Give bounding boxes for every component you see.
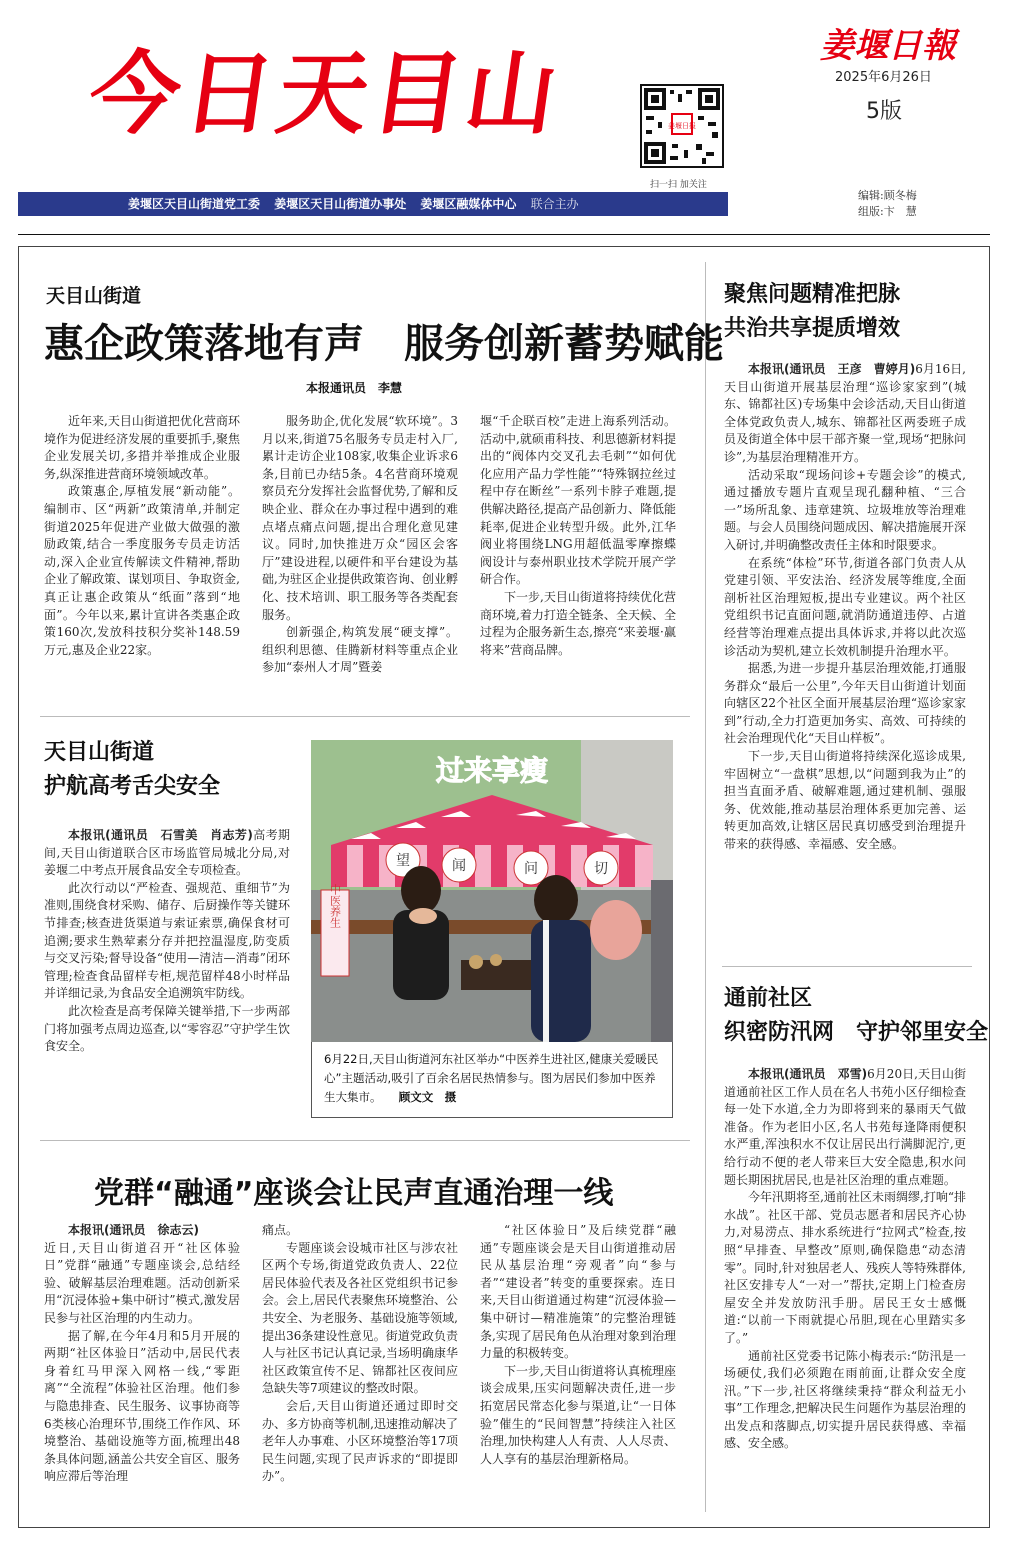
paragraph: 今年汛期将至,通前社区未雨绸缪,打响“排水战”。社区干部、党员志愿者和居民齐心协力,对易涝点、排水系统进行“拉网式”检查,按照“早排查、早整改”原则,确保隐患“动态清零”。同时,针对独居老人、残疾人等特殊群体,社区安排专人“一对一”帮扶,定期上门检查房屋安全并发放防汛手册。居民王女士感慨道:“以前一下雨就提心吊胆,现在心里踏实多了。” [724, 1190, 966, 1345]
paragraph: 会后,天目山街道还通过即时交办、多方协商等机制,迅速推动解决了老年人办事难、小区环境整治等17项民生问题,实现了民声诉求的“即提即办”。 [262, 1398, 458, 1484]
masthead-title: 今日天目山 [82, 42, 568, 147]
forum-col-3 [480, 1222, 676, 1468]
diagnosis-headline [724, 278, 900, 346]
sign-text: 中医养生 [328, 884, 342, 928]
paragraph: 在系统“体检”环节,街道各部门负责人从党建引领、平安法治、经济发展等维度,全面剖析社区治理短板,提出专业建议。两个社区党组织书记直面问题,就消防通道违停、占道经营等治理难点提出具体诉求,并将以此次巡诊活动为契机,建立长效机制提升治理水平。 [724, 555, 966, 658]
exam-headline-line1: 天目山街道 [44, 740, 155, 765]
paragraph: 近年来,天目山街道把优化营商环境作为促进经济发展的重要抓手,聚焦企业发展关切,多措并举推成企业服务,纵深推进营商环境领域改革。 [44, 414, 240, 481]
paragraph: 通前社区党委书记陈小梅表示:“防汛是一场硬仗,我们必须跑在雨前面,让群众安全度汛。”下一步,社区将继续秉持“群众利益无小事”工作理念,把解决民生问题作为基层治理的出发点和落脚点,切实提升居民获得感、幸福感、安全感。 [724, 1348, 966, 1451]
layout-editor-name: 组版:卞 慧 [858, 205, 917, 218]
circle-char: 望 [396, 853, 410, 869]
paragraph: 堰“千企联百校”走进上海系列活动。活动中,就硕甫科技、利思德新材料提出的“阀体内交叉孔去毛刺”“如何优化应用产品力学性能”“特殊钢拉丝过程中存在断丝”一系列卡脖子难题,提供解决路径,提高产品创新力、降低能耗率,促进企业转型升级。此外,江华阀业将围绕LNG用超低温零摩擦蝶阀设计与泰州职业技术学院开展产学研合作。 [480, 414, 676, 587]
paragraph: 活动采取“现场问诊+专题会诊”的模式,通过播放专题片直观呈现孔翻种植、“三合一”场所乱象、违章建筑、垃圾堆放等治理难题。与会人员围绕问题成因、解决措施展开深入研讨,并明确整改责任主体和时限要求。 [724, 467, 966, 552]
paragraph: 创新强企,构筑发展“硬支撑”。组织利思德、佳腾新材料等重点企业参加“泰州人才周”暨姜 [262, 625, 458, 675]
diagnosis-headline-line1: 聚焦问题精准把脉 [724, 282, 901, 307]
paragraph: 据悉,为进一步提升基层治理效能,打通服务群众“最后一公里”,今年天目山街道计划面向辖区22个社区全面开展基层治理“巡诊家家到”行动,全力打造更加务实、高效、可持续的社会治理现代化“天目山样板”。 [724, 661, 966, 746]
qr-pattern [642, 86, 722, 166]
flood-headline-line1: 通前社区 [724, 986, 813, 1011]
section-divider [40, 1140, 690, 1141]
paragraph: 下一步,天目山街道将持续优化营商环境,着力打造全链条、全天候、全过程为企服务新生态,擦亮“来姜堰·赢将来”营商品牌。 [480, 589, 676, 657]
header-rule [18, 234, 990, 235]
hosts-suffix: 联合主办 [530, 197, 579, 211]
caption-text: 6月22日,天目山街道河东社区举办“中医养生进社区,健康关爱暖民心”主题活动,吸引了百余名居民热情参与。图为居民们参加中医养生大集市。 [324, 1052, 659, 1104]
paragraph: “社区体验日”及后续党群“融通”专题座谈会是天目山街道推动居民从基层治理“旁观者”向“参与者”“建设者”转变的重要探索。连日来,天目山街道通过构建“沉浸体验—集中研讨—精准施策”的完整治理链条,实现了居民角色从治理对象到治理力量的积极转变。 [480, 1223, 676, 1361]
forum-headline: 党群“融通”座谈会让民声直通治理一线 [94, 1176, 614, 1211]
diagnosis-byline: 本报讯(通讯员 王彦 曹婷月) [748, 362, 916, 376]
qr-caption: 扫一扫 加关注 [650, 180, 707, 190]
paragraph: 据了解,在今年4月和5月开展的两期“社区体验日”活动中,居民代表身着红马甲深入网格一线,“零距离”“全流程”体验社区治理。他们参与隐患排查、民生服务、议事协商等6类核心治理环节,围绕工作作风、环境整治、基础设施等方面,梳理出48条具体问题,涵盖公共安全盲区、服务响应滞后等治理 [44, 1328, 240, 1484]
editor-credits [858, 188, 917, 220]
paragraph [44, 1222, 240, 1240]
flood-byline: 本报讯(通讯员 邓雪) [748, 1067, 868, 1081]
paragraph: 政策惠企,厚植发展“新动能”。编制市、区“两新”政策清单,并制定街道2025年促进产业做大做强的激励政策,结合一季度服务专员走访活动,深入企业宣传解读文件精神,帮助企业了解政策、谋划项目、争取资金,真正让惠企政策从“纸面”落到“地面”。今年以来,累计宣讲各类惠企政策160次,发放科技积分奖补148.59万元,惠及企业22家。 [44, 484, 240, 657]
edition-number: 5版 [866, 99, 902, 124]
circle-char: 切 [594, 861, 608, 877]
flood-headline [724, 982, 988, 1050]
diagnosis-body [724, 361, 966, 854]
paragraph: 专题座谈会设城市社区与涉农社区两个专场,街道党政负责人、22位居民体验代表及各社区党组织书记参会。会上,居民代表聚焦环境整治、公共安全、为老服务、基础设施等领域,提出36条建设性意见。街道党政负责人与社区书记认真记录,当场明确康华社区政策宣传不足、锦都社区夜间应急缺失等7项建议的整改时限。 [262, 1240, 458, 1396]
section-divider [40, 716, 690, 717]
host-2: 姜堰区天目山街道办事处 [274, 197, 407, 211]
diagnosis-headline-line2: 共治共享提质增效 [724, 316, 901, 341]
column-divider [705, 262, 706, 1512]
main-byline: 本报通讯员 李慧 [306, 381, 403, 395]
photo-credit: 顾文文 摄 [398, 1090, 457, 1104]
paragraph: 近日,天目山街道召开“社区体验日”党群“融通”专题座谈会,总结经验、破解基层治理难题。活动创新采用“沉浸体验+集中研讨”模式,激发居民参与社区治理的内生动力。 [44, 1240, 240, 1325]
paragraph: 此次行动以“严检查、强规范、重细节”为准则,围绕食材采购、储存、后厨操作等关键环节排查;核查进货渠道与索证索票,确保食材可追溯;要求生熟荤素分存并把控温湿度,防变质与交叉污染;督导设备“使用—清洁—消毒”闭环管理;检查食品留样专柜,规范留样48小时样品并详细记录,为食品安全追溯筑牢防线。 [44, 880, 290, 1001]
forum-byline: 本报讯(通讯员 徐志云) [68, 1223, 199, 1237]
event-photo [311, 740, 673, 1042]
circle-char: 问 [524, 861, 538, 877]
paragraph: 本报讯(通讯员 王彦 曹婷月)6月16日,天目山街道开展基层治理“巡诊家家到”(城东、锦都社区)专场集中会诊活动,天目山街道全体党政负责人,城东、锦都社区两委班子成员及街道全体中层干部齐聚一堂,现场“把脉问诊”,为基层治理精准开方。 [724, 362, 966, 464]
paragraph: 痛点。 [262, 1223, 299, 1237]
paper-name: 姜堰日報 [820, 26, 956, 66]
exam-headline [44, 736, 220, 804]
hosts-bar [18, 192, 728, 216]
paragraph: 服务助企,优化发展“软环境”。3月以来,街道75名服务专员走村入厂,累计走访企业108家,收集企业诉求6条,目前已办结5条。4名营商环境观察员充分发挥社会监督优势,了解和反映企业、群众在办事过程中遇到的难点堵点痛点问题,提出合理化意见建议。同时,加快推进万众“园区会客厅”建设进程,以硬件和平台建设为基础,为驻区企业提供政策咨询、创业孵化、技术培训、职工服务等各类配套服务。 [262, 414, 458, 622]
flood-headline-line2: 织密防汛网 守护邻里安全 [724, 1020, 989, 1045]
market-scene-image [311, 740, 673, 1042]
paragraph: 本报讯(通讯员 石雪美 肖志芳)高考期间,天目山街道联合区市场监管局城北分局,对姜堰二中考点开展食品安全专项检查。 [44, 828, 290, 878]
photo-caption [311, 1042, 673, 1118]
main-kicker: 天目山街道 [46, 285, 142, 307]
issue-date: 2025年6月26日 [835, 70, 932, 85]
flood-body [724, 1066, 966, 1453]
forum-col-2 [262, 1222, 458, 1486]
main-col-2 [262, 413, 458, 677]
exam-byline: 本报讯(通讯员 石雪美 肖志芳) [68, 828, 253, 842]
paragraph: 此次检查是高考保障关键举措,下一步两部门将加强考点周边巡查,以“零容忍”守护学生饮食安全。 [44, 1003, 290, 1054]
editor-name: 编辑:顾冬梅 [858, 189, 917, 202]
main-headline: 惠企政策落地有声 服务创新蓄势赋能 [44, 321, 724, 367]
qr-center-text: 姜堰日报 [668, 122, 696, 130]
main-col-3 [480, 413, 676, 659]
exam-body [44, 827, 290, 1056]
host-1: 姜堰区天目山街道党工委 [128, 197, 261, 211]
main-col-1 [44, 413, 240, 659]
banner-text: 过来享瘦 [435, 754, 549, 787]
paragraph: 下一步,天目山街道将认真梳理座谈会成果,压实问题解决责任,进一步拓宽居民常态化参与渠道,让“一日体验”催生的“民间智慧”持续注入社区治理,加快构建人人有责、人人尽责、人人享有的基层治理新格局。 [480, 1363, 676, 1466]
paragraph: 下一步,天目山街道将持续深化巡诊成果,牢固树立“一盘棋”思想,以“问题到我为止”的担当直面矛盾、破解难题,通过建机制、强服务、优效能,推动基层治理体系更加完善、运转更加高效,让辖区居民真切感受到治理提升带来的获得感、幸福感、安全感。 [724, 749, 966, 852]
exam-headline-line2: 护航高考舌尖安全 [44, 774, 221, 799]
forum-col-1 [44, 1222, 240, 1486]
section-divider [722, 966, 972, 967]
host-3: 姜堰区融媒体中心 [420, 197, 517, 211]
circle-char: 闻 [452, 858, 466, 874]
paragraph: 本报讯(通讯员 邓雪)6月20日,天目山街道通前社区工作人员在名人书苑小区仔细检查每一处下水道,全力为即将到来的暴雨天气做准备。作为老旧小区,名人书苑每逢降雨便积水严重,浑浊积水不仅让居民出行满脚泥泞,更给行动不便的老人带来巨大安全隐患,积水问题长期困扰居民,也是社区治理的重点难题。 [724, 1067, 966, 1187]
qr-code[interactable] [640, 84, 724, 168]
